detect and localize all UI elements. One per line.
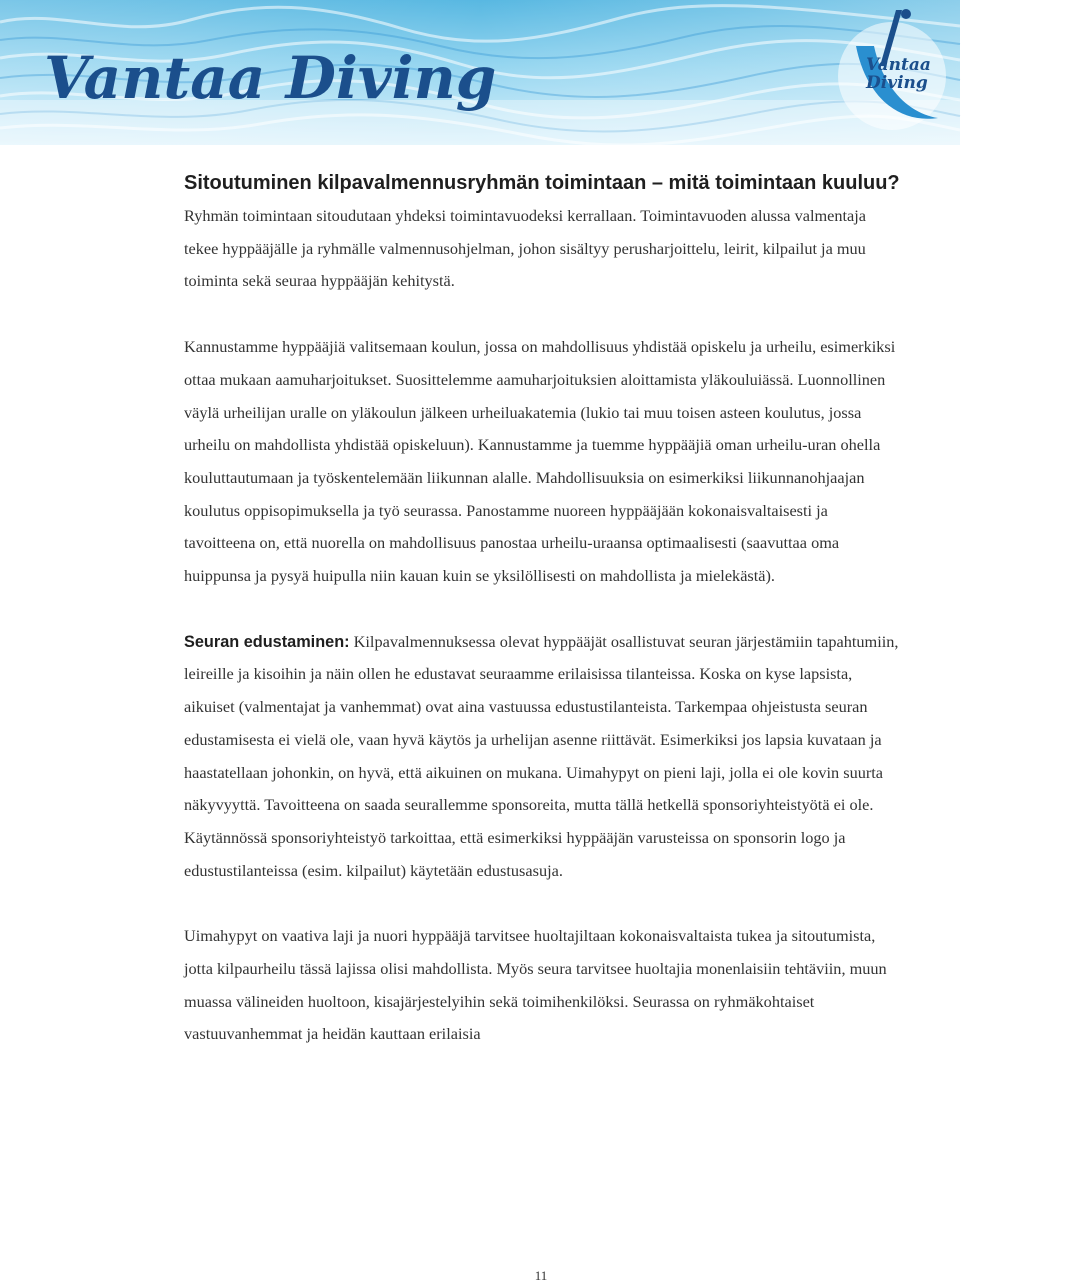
page-number: 11 — [534, 1268, 548, 1283]
section-heading: Sitoutuminen kilpavalmennusryhmän toimintaan – mitä toimintaan kuuluu? — [184, 172, 900, 194]
club-emblem — [826, 6, 954, 138]
paragraph-gap — [184, 593, 900, 626]
paragraph-representation — [184, 626, 900, 888]
paragraph-lead-heading: Seuran edustaminen: — [184, 632, 350, 651]
paragraph-guardians: Uimahypyt on vaativa laji ja nuori hyppääjä tarvitsee huoltajiltaan kokonaisvaltaista tukea ja sitoutumista, jotta kilpaurheilu tässä lajissa olisi mahdollista. Myös seura tarvitsee huoltajia monenlaisiin tehtäviin, muun muassa välineiden huoltoon, kisajärjestelyihin sekä toimihenkilöksi. Seurassa on ryhmäkohtaiset vastuuvanhemmat ja heidän kauttaan erilaisia — [184, 926, 887, 1044]
paragraph-gap — [184, 887, 900, 920]
header-banner — [0, 0, 960, 145]
emblem-text-line2: Diving — [866, 73, 928, 93]
vantaa-diving-logo — [40, 28, 497, 120]
document-body — [184, 166, 900, 1051]
paragraph-gap — [184, 298, 900, 331]
paragraph-representation-body: Kilpavalmennuksessa olevat hyppääjät osallistuvat seuran järjestämiin tapahtumiin, leireille ja kisoihin ja näin ollen he edustavat seuraamme erilaisissa tilanteissa. Koska on kyse lapsista, aikuiset (valmentajat ja vanhemmat) ovat aina vastuussa edustustilanteista. Tarkempaa ohjeistusta seuran edustamisesta ei vielä ole, vaan hyvä käytös ja urhelijan asenne riittävät. Esimerkiksi jos lapsia kuvataan ja haastatellaan johonkin, on hyvä, että aikuinen on mukana. Uimahypyt on pieni laji, jolla ei ole kovin suurta näkyvyyttä. Tavoitteena on saada seurallemme sponsoreita, mutta tällä hetkellä sponsoriyhteistyötä ei ole. Käytännössä sponsoriyhteistyö tarkoittaa, että esimerkiksi hyppääjän varusteissa on sponsorin logo ja edustustilanteissa (esim. kilpailut) käytetään edustusasuja. — [184, 631, 899, 880]
emblem-text-line1: Vantaa — [866, 55, 931, 75]
paragraph-commitment: Ryhmän toimintaan sitoudutaan yhdeksi toimintavuodeksi kerrallaan. Toimintavuoden alussa valmentaja tekee hyppääjälle ja ryhmälle valmennusohjelman, johon sisältyy perusharjoittelu, leirit, kilpailut ja muu toiminta sekä seuraa hyppääjän kehitystä. — [184, 206, 867, 291]
paragraph-school: Kannustamme hyppääjiä valitsemaan koulun, jossa on mahdollisuus yhdistää opiskelu ja urheilu, esimerkiksi ottaa mukaan aamuharjoitukset. Suosittelemme aamuharjoituksien aloittamista yläkouluiässä. Luonnollinen väylä urheilijan uralle on yläkoulun jälkeen urheiluakatemia (lukio tai muu toisen asteen koulutus, jossa urheilu on mahdollista yhdistää opiskeluun). Kannustamme ja tuemme hyppääjiä oman urheilu-uran ohella kouluttautumaan ja työskentelemään liikunnan alalle. Mahdollisuuksia on esimerkiksi liikunnanohjaajan koulutus oppisopimuksella ja työ seurassa. Panostamme nuoreen hyppääjään kokonaisvaltaisesti ja tavoitteena on, että nuorella on mahdollisuus panostaa urheilu-uraansa optimaalisesti (saavuttaa oma huippunsa ja pysyä huipulla niin kauan kuin se yksilöllisesti on mahdollista ja mielekästä). — [184, 337, 896, 586]
logo-wordmark: Vantaa Diving — [44, 44, 497, 112]
